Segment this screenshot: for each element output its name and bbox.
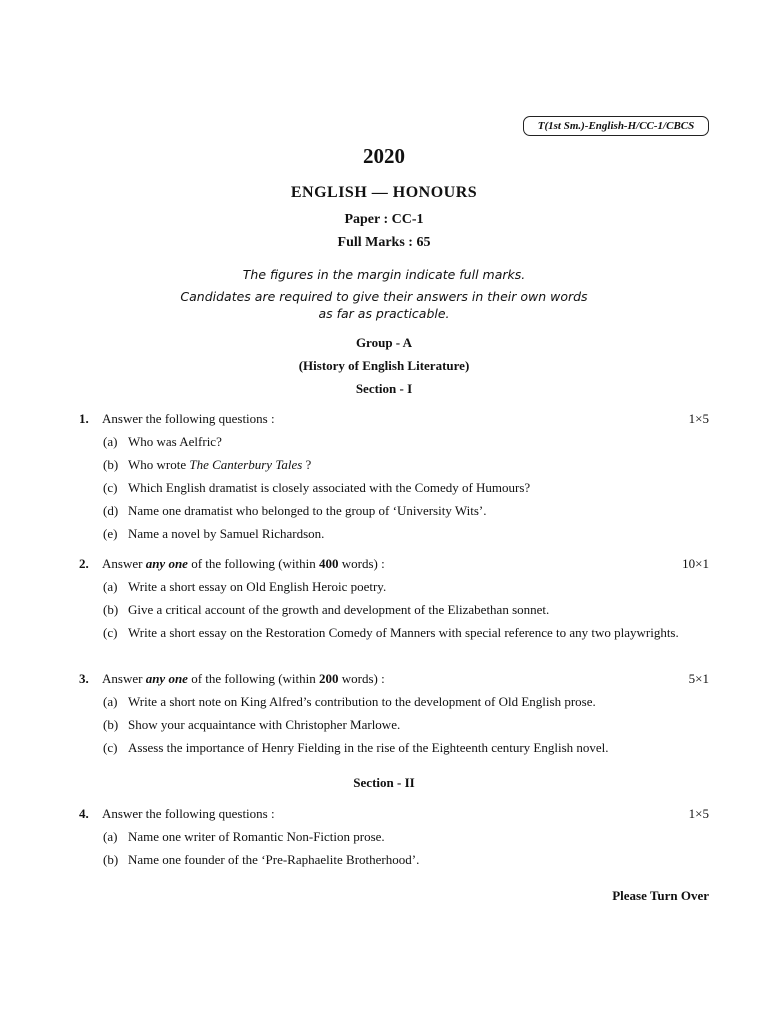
question-number: 2. xyxy=(79,556,89,571)
sub-label: (b) xyxy=(103,602,119,617)
sub-text: Name one founder of the ‘Pre-Raphaelite Brotherhood’. xyxy=(128,852,420,867)
instruction-own-words: Candidates are required to give their answers in their own words xyxy=(180,289,588,304)
sub-text xyxy=(128,457,709,473)
question-text: Answer the following questions : xyxy=(102,411,275,426)
group-subtitle: (History of English Literature) xyxy=(298,358,470,373)
sub-text: Name a novel by Samuel Richardson. xyxy=(128,526,325,541)
sub-label: (b) xyxy=(103,717,119,732)
question-text-post: words) : xyxy=(338,671,385,686)
sub-text: Write a short note on King Alfred’s contribution to the development of Old English prose. xyxy=(128,694,596,709)
question-number: 3. xyxy=(79,671,89,686)
word-limit: 400 xyxy=(319,556,339,571)
sub-label: (a) xyxy=(103,434,118,449)
sub-text: Give a critical account of the growth and development of the Elizabethan sonnet. xyxy=(128,602,550,617)
instruction-practicable: as far as practicable. xyxy=(318,306,450,321)
sub-label: (b) xyxy=(103,457,119,472)
sub-text: Who was Aelfric? xyxy=(128,434,222,449)
paper-code-box: T(1st Sm.)-English-H/CC-1/CBCS xyxy=(523,116,709,136)
question-text-pre: Answer xyxy=(102,671,146,686)
sub-text: Write a short essay on Old English Heroic poetry. xyxy=(128,579,387,594)
book-title: The Canterbury Tales xyxy=(189,457,303,472)
question-text-mid: of the following (within xyxy=(187,671,320,686)
sub-text-post: ? xyxy=(302,457,312,472)
question-number: 4. xyxy=(79,806,89,821)
question-number: 1. xyxy=(79,411,89,426)
question-marks: 1×5 xyxy=(688,411,709,426)
full-marks: Full Marks : 65 xyxy=(337,235,431,250)
sub-label: (c) xyxy=(103,480,118,495)
please-turn-over: Please Turn Over xyxy=(612,888,709,903)
any-one-emphasis: any one xyxy=(145,556,188,571)
sub-label: (c) xyxy=(103,625,118,640)
section-1-heading: Section - I xyxy=(355,381,413,396)
sub-label: (d) xyxy=(103,503,119,518)
sub-label: (a) xyxy=(103,579,118,594)
question-text xyxy=(102,556,385,572)
sub-text: Name one dramatist who belonged to the group of ‘University Wits’. xyxy=(128,503,487,518)
sub-label: (a) xyxy=(103,694,118,709)
sub-text: Write a short essay on the Restoration Comedy of Manners with special reference to any two playwrights. xyxy=(128,625,679,640)
question-text-pre: Answer xyxy=(102,556,146,571)
sub-text: Name one writer of Romantic Non-Fiction prose. xyxy=(128,829,385,844)
question-text-mid: of the following (within xyxy=(187,556,320,571)
subject-title: ENGLISH — HONOURS xyxy=(290,184,478,201)
sub-label: (e) xyxy=(103,526,118,541)
sub-text: Show your acquaintance with Christopher Marlowe. xyxy=(128,717,401,732)
sub-label: (b) xyxy=(103,852,119,867)
question-text-post: words) : xyxy=(338,556,385,571)
sub-text: Assess the importance of Henry Fielding in the rise of the Eighteenth century English novel. xyxy=(128,740,609,755)
exam-year: 2020 xyxy=(363,144,405,168)
sub-text: Which English dramatist is closely associated with the Comedy of Humours? xyxy=(128,480,531,495)
group-title: Group - A xyxy=(355,335,413,350)
question-marks: 1×5 xyxy=(688,806,709,821)
section-2-heading: Section - II xyxy=(353,775,415,790)
question-text xyxy=(102,671,385,687)
any-one-emphasis: any one xyxy=(145,671,188,686)
sub-text-pre: Who wrote xyxy=(128,457,190,472)
paper-label: Paper : CC-1 xyxy=(344,212,424,227)
question-marks: 10×1 xyxy=(682,556,709,571)
sub-label: (a) xyxy=(103,829,118,844)
sub-label: (c) xyxy=(103,740,118,755)
question-text: Answer the following questions : xyxy=(102,806,275,821)
word-limit: 200 xyxy=(319,671,339,686)
instruction-margin: The figures in the margin indicate full marks. xyxy=(242,267,526,282)
question-marks: 5×1 xyxy=(688,671,709,686)
